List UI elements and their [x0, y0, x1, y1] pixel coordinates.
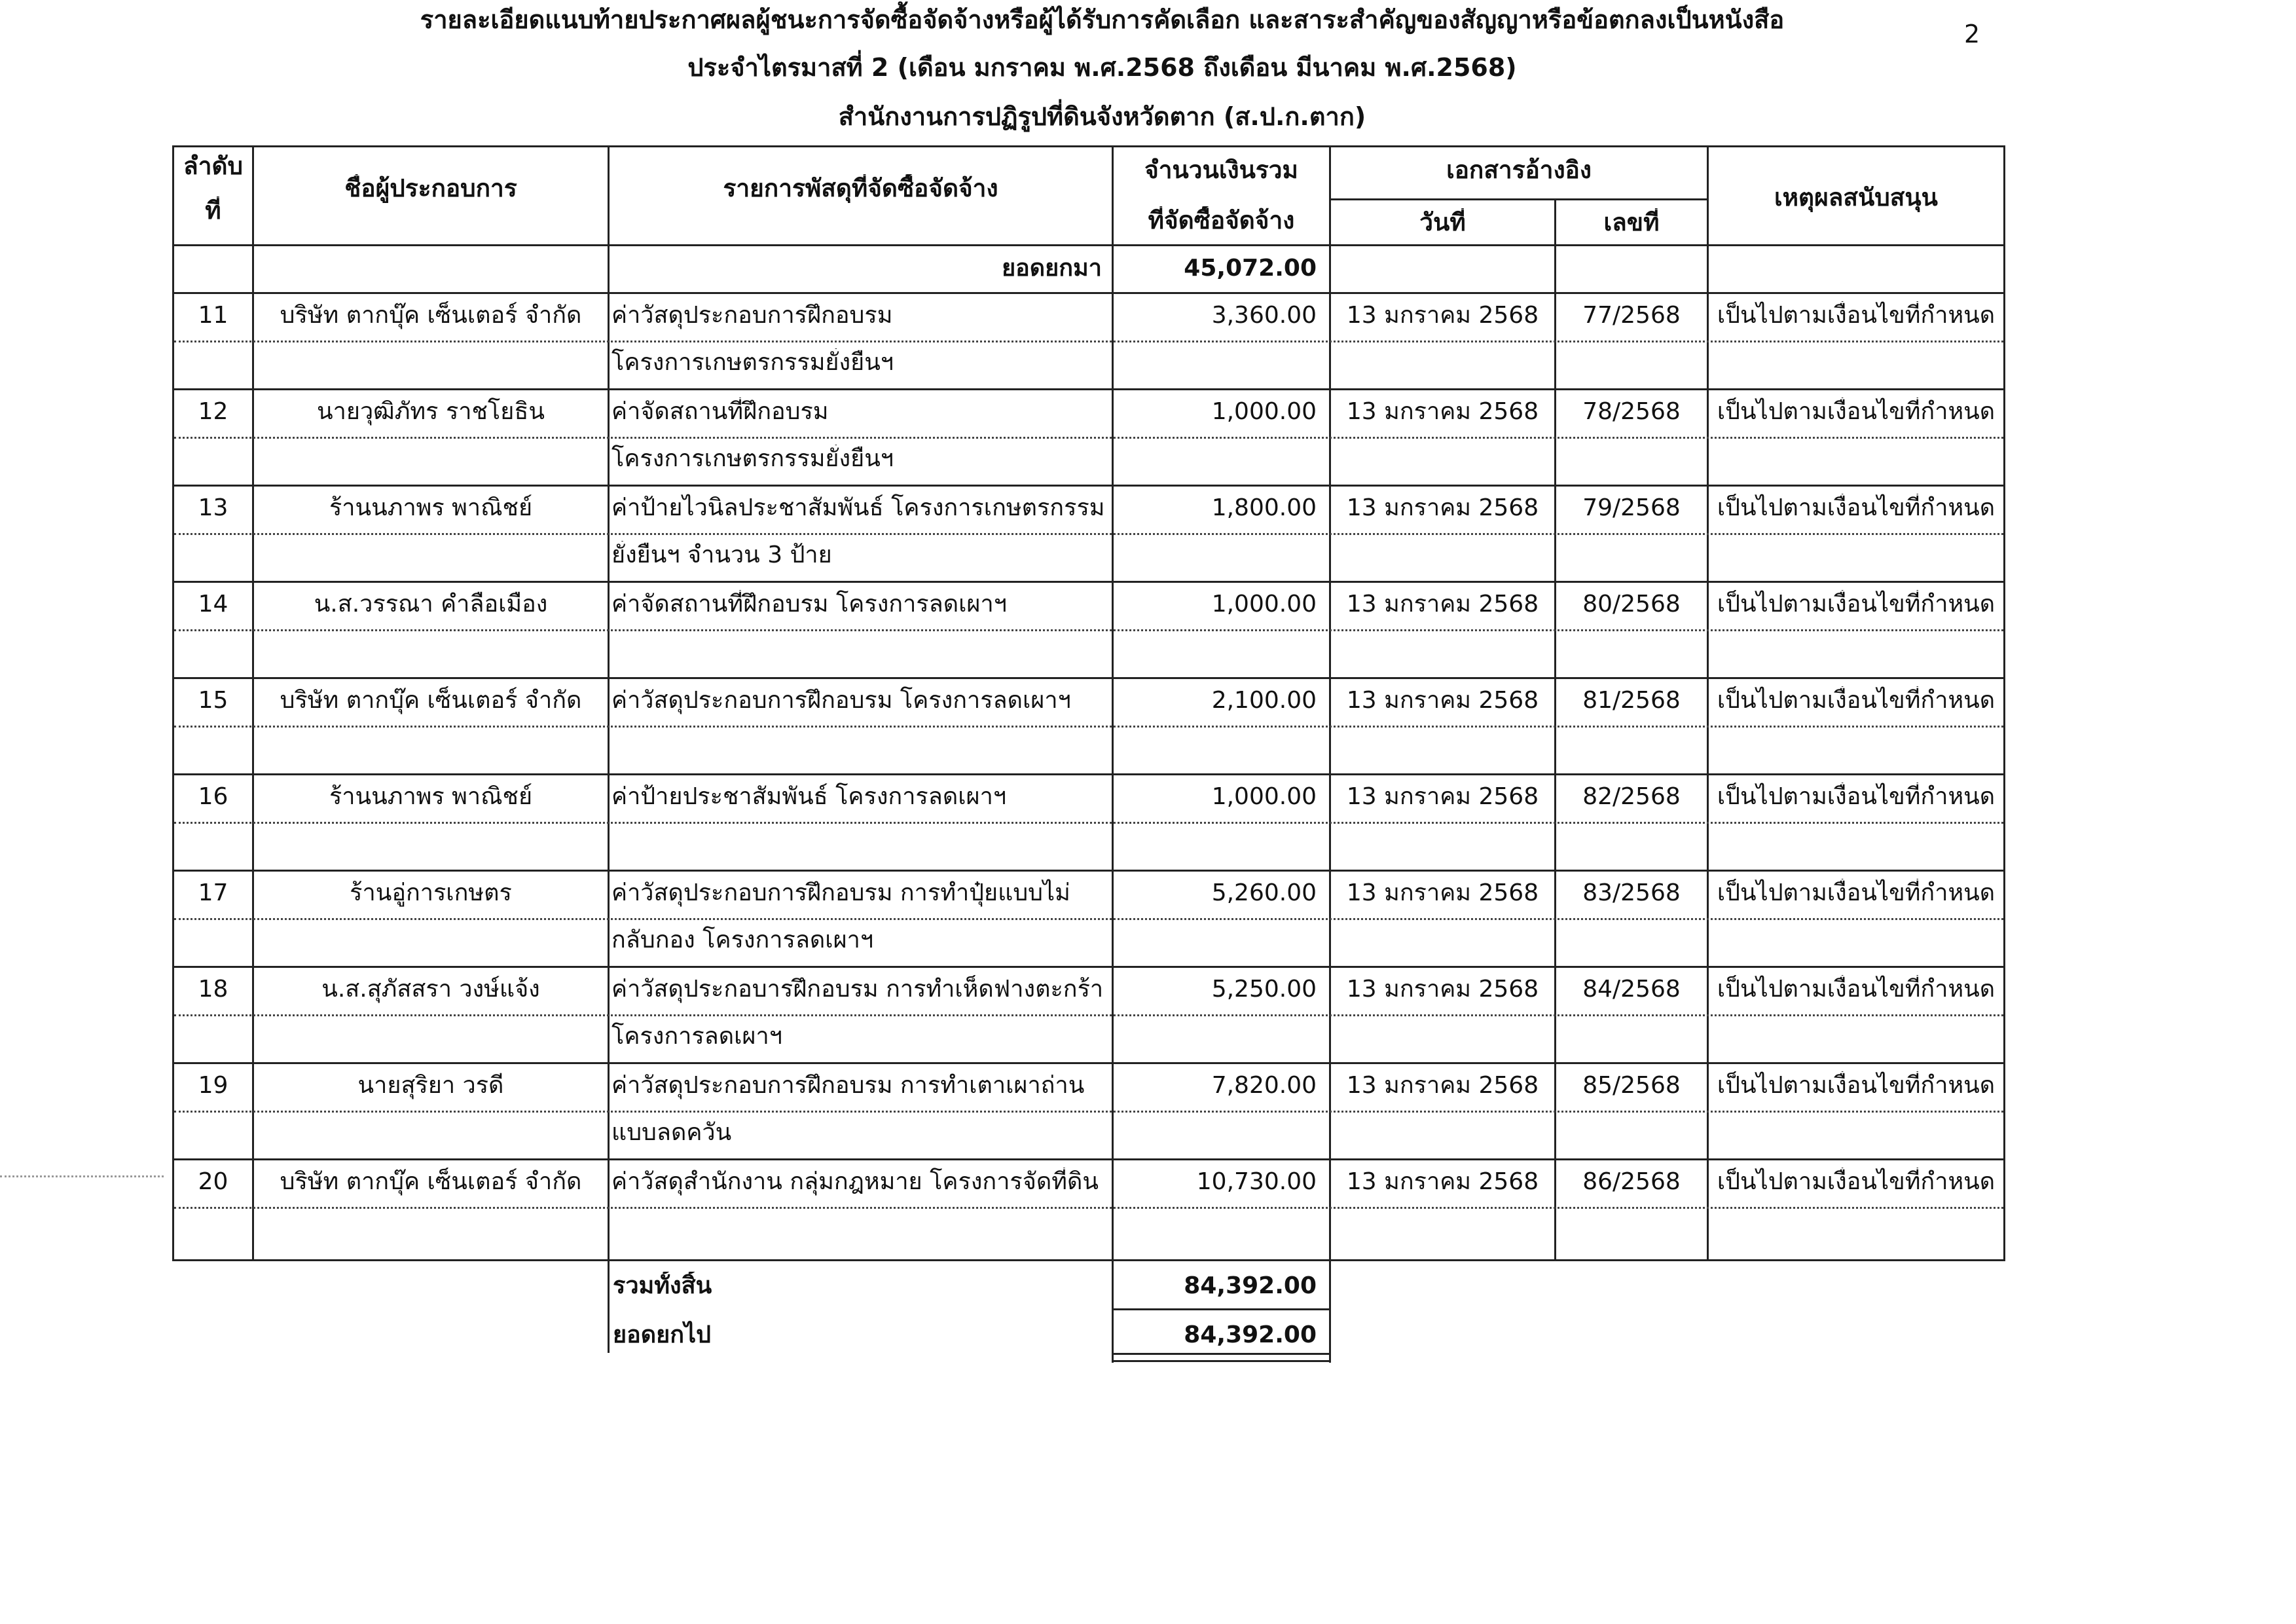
col-border-5 [1554, 198, 1556, 1261]
row-border [172, 1158, 2005, 1160]
cell-reason: เป็นไปตามเงื่อนไขที่กำหนด [1717, 783, 1995, 810]
cell-vendor: น.ส.สุภัสสรา วงษ์แจ้ง [321, 976, 540, 1003]
cell-amount: 1,800.00 [1211, 494, 1317, 521]
cell-reason: เป็นไปตามเงื่อนไขที่กำหนด [1717, 591, 1995, 618]
row-border [172, 1062, 2005, 1064]
row-border [172, 773, 2005, 775]
cell-amount: 5,250.00 [1211, 976, 1317, 1003]
cell-item1: ค่าป้ายไวนิลประชาสัมพันธ์ โครงการเกษตรกรรม [611, 494, 1105, 521]
brought-forward-label: ยอดยกมา [1002, 255, 1102, 282]
row-border [172, 388, 2005, 390]
cell-reason: เป็นไปตามเงื่อนไขที่กำหนด [1717, 687, 1995, 714]
totals-amount-right-border [1329, 1259, 1331, 1363]
cell-vendor: ร้านนภาพร พาณิชย์ [329, 494, 533, 521]
cell-date: 13 มกราคม 2568 [1346, 1072, 1539, 1099]
cell-ref-no: 82/2568 [1582, 783, 1681, 810]
cell-amount: 1,000.00 [1211, 591, 1317, 618]
totals-left-border [608, 1259, 610, 1353]
header-bottom-border [172, 244, 2005, 246]
cell-item-continuation: กลับกอง โครงการลดเผาฯ [611, 927, 874, 953]
col-border-7 [2003, 145, 2005, 1261]
cell-no: 15 [198, 687, 228, 714]
cell-ref-no: 80/2568 [1582, 591, 1681, 618]
cell-no: 17 [198, 879, 228, 906]
cell-date: 13 มกราคม 2568 [1346, 494, 1539, 521]
row-dotted-divider [174, 1014, 2003, 1016]
cell-reason: เป็นไปตามเงื่อนไขที่กำหนด [1717, 398, 1995, 425]
cell-reason: เป็นไปตามเงื่อนไขที่กำหนด [1717, 302, 1995, 329]
header-no-line2: ที่ [205, 196, 221, 225]
carried-underline-1 [1112, 1353, 1330, 1355]
cell-date: 13 มกราคม 2568 [1346, 687, 1539, 714]
cell-ref-no: 85/2568 [1582, 1072, 1681, 1099]
cell-amount: 7,820.00 [1211, 1072, 1317, 1099]
cell-item1: ค่าป้ายประชาสัมพันธ์ โครงการลดเผาฯ [611, 783, 1007, 810]
header-item: รายการพัสดุที่จัดซื้อจัดจ้าง [723, 174, 998, 202]
cell-ref-no: 84/2568 [1582, 976, 1681, 1003]
cell-ref-no: 83/2568 [1582, 879, 1681, 906]
carried-underline-2 [1112, 1360, 1330, 1362]
header-ref-no: เลขที่ [1603, 208, 1660, 236]
total-label: รวมทั้งสิ้น [613, 1272, 712, 1299]
row-dotted-divider [174, 918, 2003, 920]
cell-no: 16 [198, 783, 228, 810]
cell-date: 13 มกราคม 2568 [1346, 302, 1539, 329]
cell-vendor: ร้านอู่การเกษตร [350, 879, 512, 906]
brought-forward-border [172, 292, 2005, 294]
brought-forward-amount: 45,072.00 [1184, 255, 1317, 282]
document-title: รายละเอียดแนบท้ายประกาศผลผู้ชนะการจัดซื้อจัดจ้างหรือผู้ได้รับการคัดเลือก และสาระสำคัญของสัญญาหรือข้อตกลงเป็นหนังสือ [420, 5, 1785, 34]
cell-no: 13 [198, 494, 228, 521]
cell-no: 20 [198, 1168, 228, 1195]
carried-forward-amount: 84,392.00 [1184, 1321, 1317, 1348]
cell-ref-no: 86/2568 [1582, 1168, 1681, 1195]
document-period: ประจำไตรมาสที่ 2 (เดือน มกราคม พ.ศ.2568 ถึงเดือน มีนาคม พ.ศ.2568) [687, 53, 1517, 82]
cell-date: 13 มกราคม 2568 [1346, 879, 1539, 906]
cell-reason: เป็นไปตามเงื่อนไขที่กำหนด [1717, 1072, 1995, 1099]
cell-item1: ค่าวัสดุประกอบการฝึกอบรม การทำปุ๋ยแบบไม่ [611, 879, 1070, 906]
cell-item1: ค่าวัสดุประกอบการฝึกอบรม โครงการลดเผาฯ [611, 687, 1071, 714]
ref-header-divider [1329, 198, 1709, 200]
header-no-line1: ลำดับ [183, 152, 243, 180]
header-amount-line1: จำนวนเงินรวม [1144, 156, 1298, 184]
header-amount-line2: ที่จัดซื้อจัดจ้าง [1148, 206, 1295, 234]
cell-reason: เป็นไปตามเงื่อนไขที่กำหนด [1717, 494, 1995, 521]
cell-amount: 2,100.00 [1211, 687, 1317, 714]
cell-no: 14 [198, 591, 228, 618]
row-border [172, 485, 2005, 487]
row-border [172, 581, 2005, 583]
cell-vendor: น.ส.วรรณา คำลือเมือง [314, 591, 548, 618]
row-dotted-divider [174, 533, 2003, 535]
carried-forward-label: ยอดยกไป [613, 1321, 711, 1348]
cell-ref-no: 81/2568 [1582, 687, 1681, 714]
cell-no: 19 [198, 1072, 228, 1099]
cell-item1: ค่าวัสดุสำนักงาน กลุ่มกฎหมาย โครงการจัดที่ดิน [611, 1168, 1099, 1195]
cell-vendor: บริษัท ตากบุ๊ค เซ็นเตอร์ จำกัด [280, 687, 582, 714]
cell-no: 11 [198, 302, 228, 329]
total-amount: 84,392.00 [1184, 1272, 1317, 1299]
total-underline [1112, 1308, 1330, 1310]
cell-item1: ค่าวัสดุประกอบการฝึกอบรม [611, 302, 893, 329]
cell-amount: 10,730.00 [1196, 1168, 1317, 1195]
cell-vendor: นายวุฒิภัทร ราชโยธิน [317, 398, 545, 425]
header-reason: เหตุผลสนับสนุน [1774, 183, 1938, 212]
cell-reason: เป็นไปตามเงื่อนไขที่กำหนด [1717, 1168, 1995, 1195]
cell-item1: ค่าวัสดุประกอบารฝึกอบรม การทำเห็ดฟางตะกร้า [611, 976, 1104, 1003]
cell-vendor: บริษัท ตากบุ๊ค เซ็นเตอร์ จำกัด [280, 302, 582, 329]
cell-date: 13 มกราคม 2568 [1346, 783, 1539, 810]
cell-amount: 1,000.00 [1211, 783, 1317, 810]
row-border [172, 677, 2005, 679]
cell-item-continuation: โครงการเกษตรกรรมยั่งยืนฯ [611, 445, 894, 472]
row-dotted-divider [174, 629, 2003, 631]
cell-date: 13 มกราคม 2568 [1346, 976, 1539, 1003]
cell-amount: 3,360.00 [1211, 302, 1317, 329]
cell-date: 13 มกราคม 2568 [1346, 1168, 1539, 1195]
cell-ref-no: 78/2568 [1582, 398, 1681, 425]
row-border [172, 966, 2005, 968]
cell-ref-no: 77/2568 [1582, 302, 1681, 329]
cell-vendor: บริษัท ตากบุ๊ค เซ็นเตอร์ จำกัด [280, 1168, 582, 1195]
cell-no: 12 [198, 398, 228, 425]
cell-item1: ค่าวัสดุประกอบการฝึกอบรม การทำเตาเผาถ่าน [611, 1072, 1085, 1099]
header-ref-date: วันที่ [1419, 208, 1466, 236]
header-vendor: ชื่อผู้ประกอบการ [344, 174, 517, 202]
cell-item1: ค่าจัดสถานที่ฝึกอบรม โครงการลดเผาฯ [611, 591, 1007, 618]
document-office: สำนักงานการปฏิรูปที่ดินจังหวัดตาก (ส.ป.ก.ตาก) [838, 102, 1366, 131]
scan-mark [0, 1175, 164, 1177]
header-ref: เอกสารอ้างอิง [1446, 156, 1592, 184]
cell-item1: ค่าจัดสถานที่ฝึกอบรม [611, 398, 829, 425]
cell-item-continuation: แบบลดควัน [611, 1119, 732, 1146]
cell-reason: เป็นไปตามเงื่อนไขที่กำหนด [1717, 976, 1995, 1003]
table-top-border [172, 145, 2005, 147]
cell-amount: 1,000.00 [1211, 398, 1317, 425]
table-bottom-border [172, 1259, 2005, 1261]
cell-date: 13 มกราคม 2568 [1346, 591, 1539, 618]
cell-ref-no: 79/2568 [1582, 494, 1681, 521]
cell-amount: 5,260.00 [1211, 879, 1317, 906]
row-dotted-divider [174, 1111, 2003, 1113]
cell-no: 18 [198, 976, 228, 1003]
cell-vendor: นายสุริยา วรดี [357, 1072, 504, 1099]
col-border-2 [608, 145, 610, 1261]
cell-item-continuation: ยั่งยืนฯ จำนวน 3 ป้าย [611, 542, 832, 568]
row-border [172, 870, 2005, 872]
cell-date: 13 มกราคม 2568 [1346, 398, 1539, 425]
cell-vendor: ร้านนภาพร พาณิชย์ [329, 783, 533, 810]
row-dotted-divider [174, 1207, 2003, 1209]
cell-item-continuation: โครงการเกษตรกรรมยั่งยืนฯ [611, 349, 894, 376]
row-dotted-divider [174, 341, 2003, 342]
cell-item-continuation: โครงการลดเผาฯ [611, 1023, 782, 1050]
row-dotted-divider [174, 822, 2003, 824]
page-number: 2 [1964, 20, 1980, 48]
row-dotted-divider [174, 437, 2003, 439]
cell-reason: เป็นไปตามเงื่อนไขที่กำหนด [1717, 879, 1995, 906]
row-dotted-divider [174, 726, 2003, 728]
